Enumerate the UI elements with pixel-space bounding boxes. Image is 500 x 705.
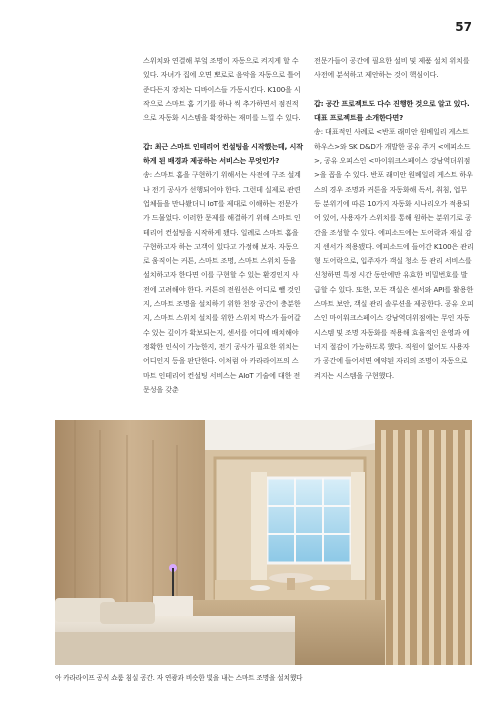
interview-question: 갑: 공간 프로젝트도 다수 진행한 것으로 알고 있다. 대표 프로젝트를 소개한다면? — [314, 98, 470, 123]
left-column — [143, 54, 303, 411]
interview-answer: 송: 대표적인 사례로 <반포 래미안 원베일리 게스트 하우스>와 SK D&D가 개발한 공유 주거 <에피소드>, 공유 오피스인 <마이워크스페이스 강남역더위점>을 꼽을 수 있다. 반포 래미안 원베일리 게스트 하우스의 경우 조명과 커튼을 자동화해 독서, 취침, 업무 등 분위기에 따른 10가지 자동화 시나리오가 적용되어 있어, 사용자가 스위치를 통해 원하는 분위기로 공간을 조성할 수 있다. 에피소드에는 도어락과 재실 감지 센서가 적용됐다. 에피소드에 들어간 K100은 관리형 도어락으로, 입주자가 객실 청소 등 관리 서비스를 신청하면 특정 시간 동안에만 유효한 비밀번호를 발급할 수 있다. 또한, 모든 객실은 센서와 API를 활용한 스마트 보안, 객실 관리 솔루션을 제공한다. 공유 오피스인 마이워크스페이스 강남역더위점에는 무인 자동 시스템 및 조명 자동화를 적용해 효율적인 운영과 에너지 절감이 가능하도록 했다. 직원이 없어도 사용자가 공간에 들어서면 예약된 자리의 조명이 자동으로 켜지는 시스템을 구현했다. — [314, 127, 474, 380]
body-paragraph: 스위치와 연결해 부엌 조명이 자동으로 켜지게 할 수 있다. 자녀가 집에 오면 뽀로로 음악을 자동으로 틀어준다든지 장치는 디바이스들 가동시킨다. K100을 시작으로 스마트 홈 기기를 하나 씩 추가하면서 점진적으로 자동화 시스템을 확장하는 재미를 느낄 수 있다. — [143, 56, 301, 123]
page-number: 57 — [455, 20, 472, 34]
showroom-bedroom-photo — [55, 420, 472, 665]
body-paragraph: 전문가들이 공간에 필요한 설비 및 제품 설치 위치를 사전에 분석하고 제안하는 것이 핵심이다. — [314, 56, 470, 80]
interview-question: 갑: 최근 스마트 인테리어 컨설팅을 시작했는데, 시작하게 된 배경과 제공하는 서비스는 무엇인가? — [143, 141, 303, 166]
photo-caption: 아 카라라이프 공식 쇼룸 침실 공간. 자 연광과 비슷한 빛을 내는 스마트 조명을 설치했다 — [55, 674, 303, 682]
bedroom-illustration — [55, 420, 472, 665]
interview-answer: 송: 스마트 홈을 구현하기 위해서는 사전에 구조 설계나 전기 공사가 선행되어야 한다. 그런데 실제로 관련 업체들을 만나봤더니 IoT를 제대로 이해하는 전문가가 드물었다. 이러한 문제를 해결하기 위해 스마트 인테리어 컨설팅을 시작하게 됐다. 일례로 스마트 홈을 구현하고자 하는 고객이 있다고 가정해 보자. 자동으로 움직이는 커튼, 스마트 조명, 스마트 스위치 등을 설치하고자 한다면 이를 구현할 수 있는 환경인지 사전에 고려해야 한다. 커튼의 전원선은 어디로 뺄 것인지, 스마트 조명을 설치하기 위한 천장 공간이 충분한지, 스마트 스위치 설치를 위한 스위치 박스가 들어갈 수 있는 깊이가 확보되는지, 센서를 어디에 배치해야 정확한 인식이 가능한지, 전기 공사가 필요한 위치는 어디인지 등을 판단한다. 이처럼 아 카라라이프의 스마트 인테리어 컨설팅 서비스는 AIoT 기술에 대한 전문성을 갖춘 — [143, 170, 301, 394]
right-column — [314, 54, 474, 397]
